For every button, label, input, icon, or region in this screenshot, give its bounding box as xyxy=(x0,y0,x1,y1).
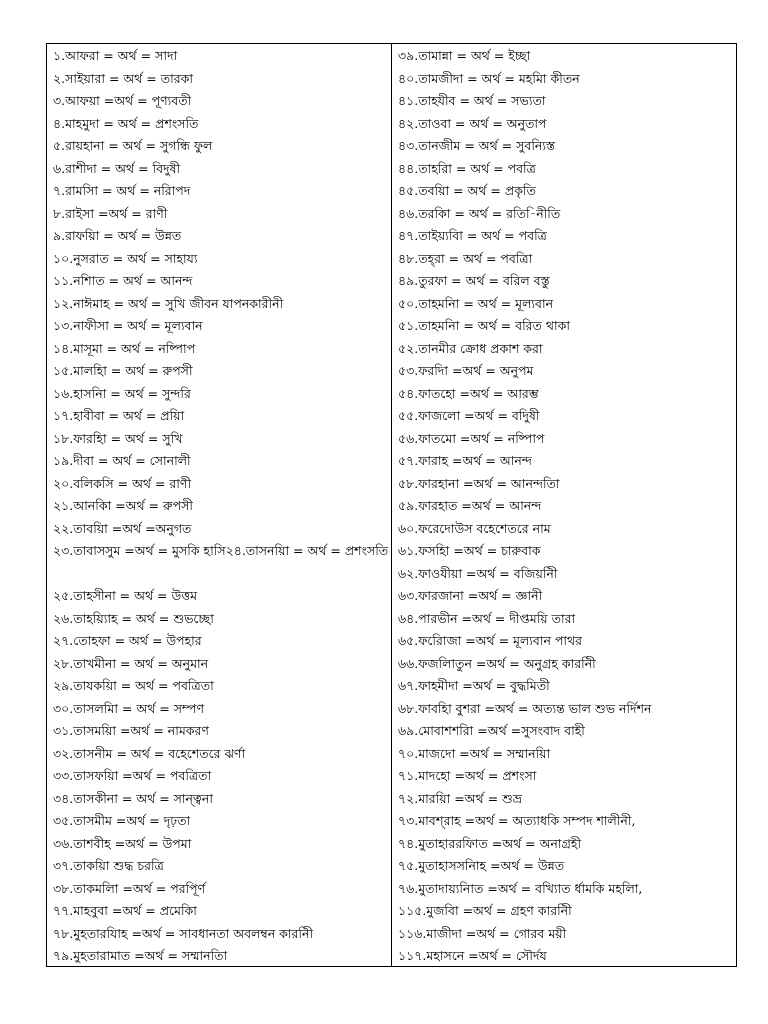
name-entry: ২০.বলিকসি = অর্থ = রাণী xyxy=(53,475,192,491)
name-entry: ৭৭.মাহবুবা =অর্থ = প্রমেকিা xyxy=(53,903,197,918)
name-entry: ৫২.তানমীর ক্রোধ প্রকাশ করা xyxy=(398,340,543,356)
name-entry: ৩১.তাসময়িা =অর্থ = নামকরণ xyxy=(53,723,209,738)
name-entry: ১.আফরা = অর্থ = সাদা xyxy=(53,48,178,63)
name-entry: ১৪.মাসূমা = অর্থ = নষ্পিাপ xyxy=(53,340,196,356)
name-entry: ৫৯.ফারহাত =অর্থ = আনন্দ xyxy=(398,498,542,513)
name-entry: ৪৮.তহ্‌রা = অর্থ = পবত্রিা xyxy=(398,250,533,266)
name-entry: ৭০.মাজদো =অর্থ = সম্মানয়িা xyxy=(398,745,551,761)
name-entry: ৬১.ফসহিা =অর্থ = চারুবাক xyxy=(398,543,541,558)
name-entry: ৩৩.তাসফয়িা =অর্থ = পবত্রিতা xyxy=(53,768,212,783)
name-entry: ৭৯.মুহতারামাত =অর্থ = সম্মানতিা xyxy=(53,948,228,963)
name-entry: ১২.নাঈমাহ = অর্থ = সুখি জীবন যাপনকারীনী xyxy=(53,295,284,311)
name-entry: ১১.নশিাত = অর্থ = আনন্দ xyxy=(53,273,193,288)
name-entry: ৬৮.ফাবহিা বুশরা =অর্থ = অত্যন্ত ভাল শুভ নর্দিশন xyxy=(398,700,652,716)
name-entry: ২৫.তাহসীনা = অর্থ = উত্তম xyxy=(53,588,198,603)
name-entry: ৮.রাইসা =অর্থ = রাণী xyxy=(53,205,168,221)
name-entry: ৬.রাশীদা = অর্থ = বিদুষী xyxy=(53,160,181,176)
name-entry: ২২.তাবয়িা =অর্থ =অনুগত xyxy=(53,520,192,536)
name-entry: ৫৪.ফাতহো =অর্থ = আরম্ভ xyxy=(398,385,539,401)
name-entry: ৫১.তাহমনিা = অর্থ = বরিত থাকা xyxy=(398,318,570,333)
name-entry: ১০.নুসরাত = অর্থ = সাহায্য xyxy=(53,250,198,266)
name-entry: ১৭.হাবীবা = অর্থ = প্রয়িা xyxy=(53,408,185,423)
name-entry: ৩৪.তাসকীনা = অর্থ = সান্ত্বনা xyxy=(53,790,213,806)
name-entry: ৬২.ফাওযীয়া =অর্থ = বজিয়নিী xyxy=(398,565,558,581)
name-entry: ১১৬.মাজীদা =অর্থ = গোরব ময়ী xyxy=(398,925,567,941)
name-entry: ৫০.তাহমনিা = অর্থ = মূল্যবান xyxy=(398,295,554,311)
name-entry: ২৮.তাখমীনা = অর্থ = অনুমান xyxy=(53,655,209,671)
name-entry: ১৮.ফারহিা = অর্থ = সুখি xyxy=(53,430,183,446)
name-entry: ২.সাইয়ারা = অর্থ = তারকা xyxy=(53,70,193,86)
name-entry: ২৭.তোহফা = অর্থ = উপহার xyxy=(53,633,202,648)
name-entry: ৩০.তাসলমিা = অর্থ = সম্পণ xyxy=(53,700,205,716)
name-entry: ৪৪.তাহরিা = অর্থ = পবত্রি xyxy=(398,160,536,176)
name-entry: ৪৯.তুরফা = অর্থ = বরিল বস্তু xyxy=(398,273,550,288)
name-entry: ৫৮.ফারহানা =অর্থ = আনন্দতিা xyxy=(398,475,560,491)
name-entry: ৭৬.মুতাদায়্যনিাত =অর্থ = বখ্যিাত র্ধামকি মহলিা, xyxy=(398,880,643,896)
name-entry: ১৬.হাসনিা = অর্থ = সুন্দরি xyxy=(53,385,191,401)
name-entry: ১৩.নাফীসা = অর্থ = মূল্যবান xyxy=(53,318,203,333)
name-entry: ১৯.দীবা = অর্থ = সোনালী xyxy=(53,453,191,468)
name-entry: ২১.আনকিা =অর্থ = রুপসী xyxy=(53,498,193,513)
name-entry: ৫.রায়হানা = অর্থ = সুগন্ধি ফুল xyxy=(53,138,213,153)
name-entry: ৭.রামসিা = অর্থ = নরিাপদ xyxy=(53,183,191,198)
name-entry: ৭২.মারয়িা =অর্থ = শুভ্র xyxy=(398,790,522,806)
name-entry: ৭৩.মাবশ্‌রাহ =অর্থ = অত্যাধকি সম্পদ শালীনী, xyxy=(398,813,636,828)
right-column xyxy=(392,44,736,966)
name-entry: ২৯.তাযকয়িা = অর্থ = পবত্রিতা xyxy=(53,678,214,693)
name-entry: ৭৫.মুতাহাসসনিাহ =অর্থ = উন্নত xyxy=(398,858,565,873)
left-column xyxy=(47,44,392,966)
name-entry: ১৫.মালহিা = অর্থ = রুপসী xyxy=(53,363,193,378)
name-entry: ৬৩.ফারজানা =অর্থ = জ্ঞানী xyxy=(398,588,543,603)
name-entry: ৩.আফয়া =অর্থ = পূণ্যবতী xyxy=(53,93,192,108)
name-entry: ৩২.তাসনীম = অর্থ = বহেশেতরে ঝর্ণা xyxy=(53,745,246,761)
name-entry: ৩৮.তাকমলিা =অর্থ = পরপিূর্ণ xyxy=(53,880,206,896)
name-entry: ৬৫.ফরিোজা =অর্থ = মূল্যবান পাথর xyxy=(398,633,583,648)
name-entry: ৪০.তামজীদা = অর্থ = মহমিা কীতন xyxy=(398,70,580,86)
names-table xyxy=(46,43,737,967)
name-entry: ৭৮.মুহতারযিাহ =অর্থ = সাবধানতা অবলম্বন কারনিী xyxy=(53,925,314,941)
name-entry: ২৩.তাবাসসুম =অর্থ = মুসকি হাসি২৪.তাসনয়িা = অর্থ = প্রশংসতি xyxy=(53,543,389,558)
name-entry: ৪.মাহমুদা = অর্থ = প্রশংসতি xyxy=(53,115,199,131)
name-entry: ৩৭.তাকয়িা শুদ্ধ চরত্রি xyxy=(53,858,164,873)
name-entry: ১১৭.মহাসনে =অর্থ = সৌর্দয xyxy=(398,948,547,963)
name-entry: ৭৪.মুতাহাররফিাত =অর্থ = অনাগ্রহী xyxy=(398,835,582,851)
name-entry: ৫৬.ফাতমো =অর্থ = নষ্পিাপ xyxy=(398,430,545,446)
name-entry: ৫৩.ফরদিা =অর্থ = অনুপম xyxy=(398,363,534,378)
name-entry: ৪৫.তবয়িা = অর্থ = প্রকৃতি xyxy=(398,183,536,198)
name-entry: ৪৬.তরকিা = অর্থ = রতি-িনীতি xyxy=(398,205,561,221)
name-entry: ৬৪.পারভীন =অর্থ = দীপ্তময়ি তারা xyxy=(398,610,576,626)
name-entry: ৩৫.তাসমীম =অর্থ = দৃঢ়তা xyxy=(53,813,191,828)
name-entry: ৪৭.তাইয়্যবিা = অর্থ = পবত্রি xyxy=(398,228,547,243)
name-entry: ৯.রাফয়িা = অর্থ = উন্নত xyxy=(53,228,182,243)
name-entry: ৩৯.তামান্না = অর্থ = ইচ্ছা xyxy=(398,48,531,63)
name-entry: ৪২.তাওবা = অর্থ = অনুতাপ xyxy=(398,115,547,131)
name-entry: ৭১.মাদহো =অর্থ = প্রশংসা xyxy=(398,768,537,783)
name-entry: ৬০.ফরেদোউস বহেশেতরে নাম xyxy=(398,520,551,536)
name-entry: ৬৭.ফাহমীদা =অর্থ = বুদ্ধমিতী xyxy=(398,678,550,693)
name-entry: ৫৭.ফারাহ =অর্থ = আনন্দ xyxy=(398,453,532,468)
name-entry: ৬৯.মোবাশশরিা =অর্থ =সুসংবাদ বাহী xyxy=(398,723,585,738)
name-entry: ২৬.তাহয়্যািহ = অর্থ = শুভচ্ছো xyxy=(53,610,214,626)
name-entry: ৪১.তাহযীব = অর্থ = সভ্যতা xyxy=(398,93,546,108)
name-entry: ৩৬.তাশবীহ =অর্থ = উপমা xyxy=(53,835,192,851)
name-entry: ৪৩.তানজীম = অর্থ = সুবন্যিস্ত xyxy=(398,138,556,153)
name-entry: ১১৫.মুজবিা =অর্থ = গ্রহণ কারনিী xyxy=(398,903,572,918)
name-entry: ৫৫.ফাজলো =অর্থ = বদিুষী xyxy=(398,408,540,423)
name-entry: ৬৬.ফজলিাতুন =অর্থ = অনুগ্রহ কারনিী xyxy=(398,655,596,671)
